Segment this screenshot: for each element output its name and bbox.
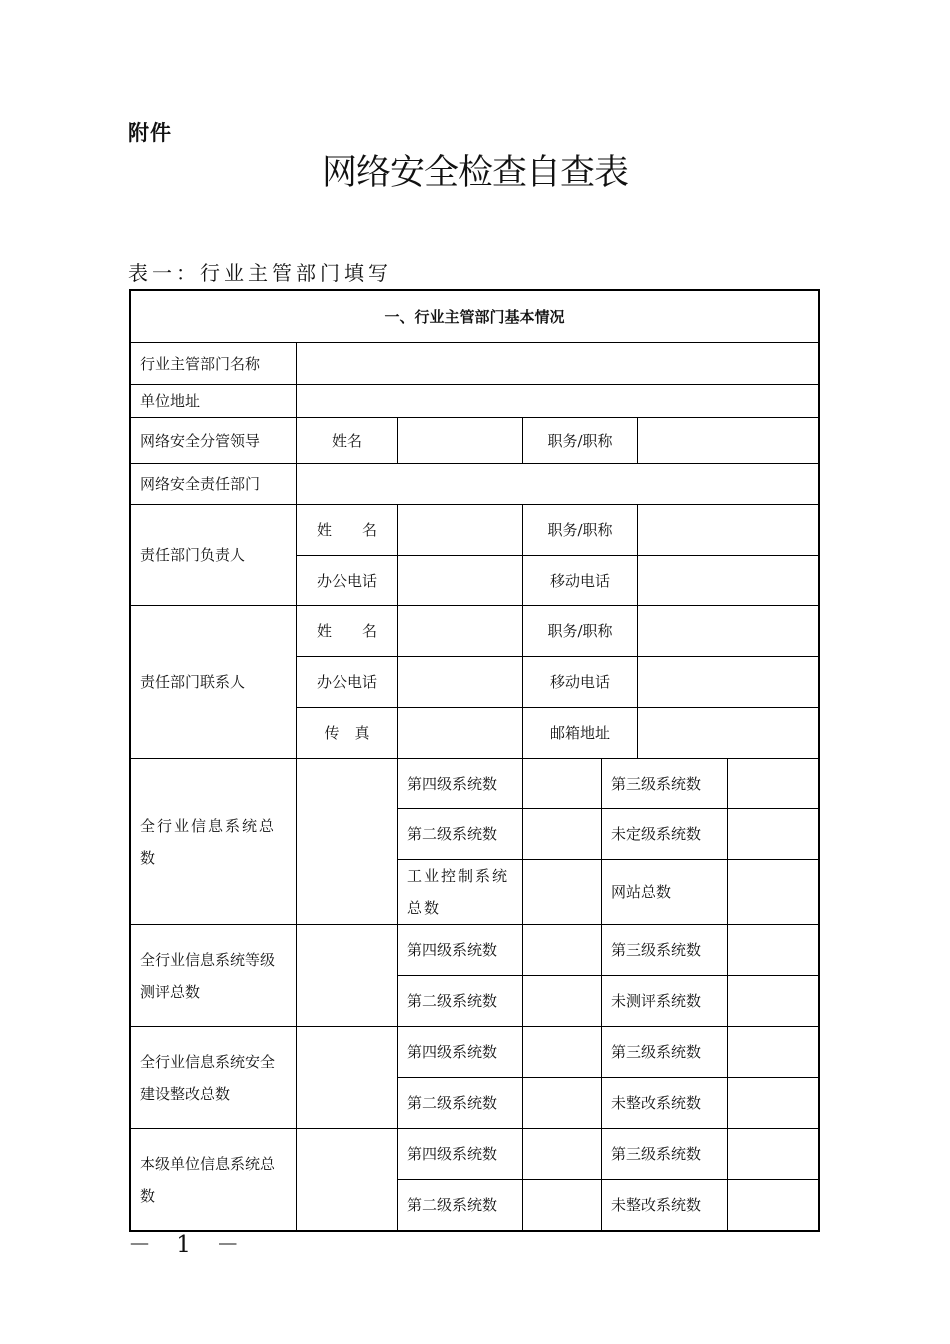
- security-dept-field[interactable]: [297, 464, 819, 505]
- local-unrectified-field[interactable]: [728, 1180, 819, 1231]
- security-leader-label: 网络安全分管领导: [131, 418, 297, 464]
- evaluation-level2-field[interactable]: [523, 976, 602, 1027]
- rectification-level3-field[interactable]: [728, 1027, 819, 1078]
- contact-office-phone-label: 办公电话: [297, 657, 398, 708]
- evaluation-unevaluated-label: 未测评系统数: [602, 976, 728, 1027]
- websites-total-label: 网站总数: [602, 860, 728, 925]
- leader-name-label: 姓名: [297, 418, 398, 464]
- local-level3-field[interactable]: [728, 1129, 819, 1180]
- rectification-total-label: 全行业信息系统安全建设整改总数: [131, 1027, 297, 1129]
- contact-mobile-phone-label: 移动电话: [523, 657, 638, 708]
- systems-level3-field[interactable]: [728, 759, 819, 809]
- annex-label: 附件: [128, 121, 172, 145]
- rectification-level2-field[interactable]: [523, 1078, 602, 1129]
- systems-level2-field[interactable]: [523, 809, 602, 860]
- local-level3-label: 第三级系统数: [602, 1129, 728, 1180]
- contact-fax-field[interactable]: [398, 708, 523, 759]
- self-check-form-table: [130, 290, 819, 1231]
- head-mobile-phone-label: 移动电话: [523, 556, 638, 606]
- evaluation-level4-label: 第四级系统数: [398, 925, 523, 976]
- systems-level4-label: 第四级系统数: [398, 759, 523, 809]
- systems-level4-field[interactable]: [523, 759, 602, 809]
- systems-total-label: 全行业信息系统总数: [131, 759, 297, 925]
- evaluation-level2-label: 第二级系统数: [398, 976, 523, 1027]
- ics-total-field[interactable]: [523, 860, 602, 925]
- table-subtitle: 表一：行业主管部门填写: [128, 261, 392, 285]
- head-position-field[interactable]: [638, 505, 819, 556]
- head-office-phone-field[interactable]: [398, 556, 523, 606]
- contact-name-field[interactable]: [398, 606, 523, 657]
- evaluation-total-label: 全行业信息系统等级测评总数: [131, 925, 297, 1027]
- address-field[interactable]: [297, 385, 819, 418]
- rectification-level2-label: 第二级系统数: [398, 1078, 523, 1129]
- contact-fax-label: 传 真: [297, 708, 398, 759]
- local-level4-label: 第四级系统数: [398, 1129, 523, 1180]
- rectification-total-field[interactable]: [297, 1027, 398, 1129]
- ics-total-label: 工业控制系统总数: [398, 860, 523, 925]
- head-name-label: 姓 名: [297, 505, 398, 556]
- evaluation-unevaluated-field[interactable]: [728, 976, 819, 1027]
- local-level2-field[interactable]: [523, 1180, 602, 1231]
- dept-head-label: 责任部门负责人: [131, 505, 297, 606]
- contact-position-label: 职务/职称: [523, 606, 638, 657]
- head-position-label: 职务/职称: [523, 505, 638, 556]
- contact-office-phone-field[interactable]: [398, 657, 523, 708]
- rectification-level4-field[interactable]: [523, 1027, 602, 1078]
- systems-unrated-label: 未定级系统数: [602, 809, 728, 860]
- rectification-level4-label: 第四级系统数: [398, 1027, 523, 1078]
- contact-position-field[interactable]: [638, 606, 819, 657]
- dept-contact-label: 责任部门联系人: [131, 606, 297, 759]
- contact-email-field[interactable]: [638, 708, 819, 759]
- leader-name-field[interactable]: [398, 418, 523, 464]
- head-mobile-phone-field[interactable]: [638, 556, 819, 606]
- page-title: 网络安全检查自查表: [321, 153, 628, 193]
- rectification-unrectified-label: 未整改系统数: [602, 1078, 728, 1129]
- evaluation-level4-field[interactable]: [523, 925, 602, 976]
- address-label: 单位地址: [131, 385, 297, 418]
- leader-position-field[interactable]: [638, 418, 819, 464]
- leader-position-label: 职务/职称: [523, 418, 638, 464]
- local-total-label: 本级单位信息系统总数: [131, 1129, 297, 1231]
- security-dept-label: 网络安全责任部门: [131, 464, 297, 505]
- systems-level3-label: 第三级系统数: [602, 759, 728, 809]
- rectification-unrectified-field[interactable]: [728, 1078, 819, 1129]
- evaluation-level3-label: 第三级系统数: [602, 925, 728, 976]
- contact-name-label: 姓 名: [297, 606, 398, 657]
- local-level4-field[interactable]: [523, 1129, 602, 1180]
- contact-email-label: 邮箱地址: [523, 708, 638, 759]
- systems-total-field[interactable]: [297, 759, 398, 925]
- dept-name-label: 行业主管部门名称: [131, 343, 297, 385]
- dept-name-field[interactable]: [297, 343, 819, 385]
- systems-unrated-field[interactable]: [728, 809, 819, 860]
- page-number: － 1 －: [128, 1232, 249, 1258]
- evaluation-total-field[interactable]: [297, 925, 398, 1027]
- head-office-phone-label: 办公电话: [297, 556, 398, 606]
- websites-total-field[interactable]: [728, 860, 819, 925]
- local-total-field[interactable]: [297, 1129, 398, 1231]
- rectification-level3-label: 第三级系统数: [602, 1027, 728, 1078]
- local-unrectified-label: 未整改系统数: [602, 1180, 728, 1231]
- local-level2-label: 第二级系统数: [398, 1180, 523, 1231]
- evaluation-level3-field[interactable]: [728, 925, 819, 976]
- section-title: 一、行业主管部门基本情况: [131, 291, 819, 343]
- head-name-field[interactable]: [398, 505, 523, 556]
- contact-mobile-phone-field[interactable]: [638, 657, 819, 708]
- systems-level2-label: 第二级系统数: [398, 809, 523, 860]
